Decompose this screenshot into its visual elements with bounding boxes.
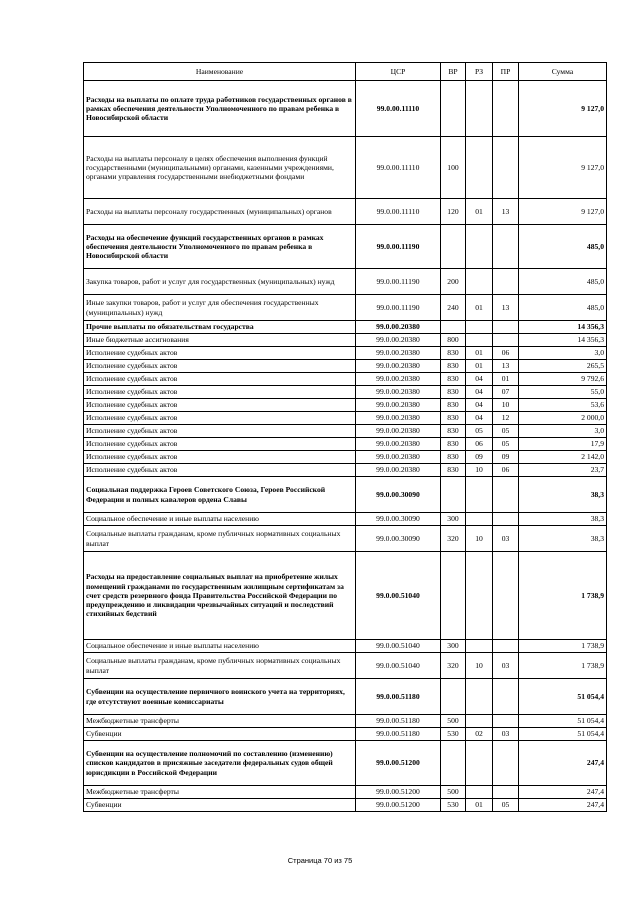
cell-pr: 05 (493, 799, 519, 812)
cell-vr: 200 (441, 269, 466, 295)
header-name: Наименование (84, 63, 356, 81)
cell-sum: 51 054,4 (519, 679, 607, 715)
cell-vr: 800 (441, 334, 466, 347)
table-row (84, 799, 607, 812)
cell-sum: 38,3 (519, 526, 607, 552)
cell-rz: 04 (466, 386, 493, 399)
cell-sum: 265,5 (519, 360, 607, 373)
cell-pr (493, 513, 519, 526)
cell-sum: 17,9 (519, 438, 607, 451)
header-pr: ПР (493, 63, 519, 81)
cell-vr: 530 (441, 799, 466, 812)
cell-vr: 500 (441, 786, 466, 799)
table-header-row (84, 63, 607, 81)
table-row (84, 451, 607, 464)
cell-pr: 03 (493, 526, 519, 552)
cell-vr (441, 321, 466, 334)
table-row (84, 653, 607, 679)
cell-vr (441, 477, 466, 513)
cell-sum: 485,0 (519, 269, 607, 295)
table-row (84, 438, 607, 451)
cell-csr: 99.0.00.11190 (356, 295, 441, 321)
cell-sum: 247,4 (519, 786, 607, 799)
cell-vr: 830 (441, 373, 466, 386)
table-body (84, 81, 607, 812)
cell-sum: 1 738,9 (519, 552, 607, 640)
cell-rz (466, 477, 493, 513)
cell-vr: 100 (441, 137, 466, 199)
cell-pr (493, 679, 519, 715)
cell-rz: 01 (466, 347, 493, 360)
cell-csr: 99.0.00.20380 (356, 425, 441, 438)
cell-sum: 1 738,9 (519, 640, 607, 653)
cell-pr: 07 (493, 386, 519, 399)
cell-vr (441, 741, 466, 786)
cell-name: Субвенции (84, 728, 356, 741)
cell-sum: 38,3 (519, 513, 607, 526)
table-row (84, 526, 607, 552)
cell-sum: 1 738,9 (519, 653, 607, 679)
cell-sum: 51 054,4 (519, 728, 607, 741)
cell-sum: 14 356,3 (519, 334, 607, 347)
cell-csr: 99.0.00.51200 (356, 786, 441, 799)
cell-name: Социальные выплаты гражданам, кроме публичных нормативных социальных выплат (84, 653, 356, 679)
cell-name: Расходы на выплаты по оплате труда работников государственных органов в рамках обеспечения деятельности Уполномоченного по правам ребенка в Новосибирской области (84, 81, 356, 137)
cell-vr: 830 (441, 438, 466, 451)
cell-rz: 04 (466, 412, 493, 425)
cell-name: Межбюджетные трансферты (84, 786, 356, 799)
table-row (84, 137, 607, 199)
cell-name: Расходы на обеспечение функций государственных органов в рамках обеспечения деятельности Уполномоченного по правам ребенка в Новосибирской области (84, 225, 356, 269)
cell-rz (466, 334, 493, 347)
cell-csr: 99.0.00.11110 (356, 81, 441, 137)
cell-rz: 06 (466, 438, 493, 451)
cell-pr: 13 (493, 295, 519, 321)
cell-pr: 10 (493, 399, 519, 412)
cell-pr (493, 269, 519, 295)
budget-table (83, 62, 607, 812)
cell-vr: 830 (441, 412, 466, 425)
cell-sum: 51 054,4 (519, 715, 607, 728)
cell-name: Расходы на выплаты персоналу государственных (муниципальных) органов (84, 199, 356, 225)
table-row (84, 715, 607, 728)
cell-name: Исполнение судебных актов (84, 386, 356, 399)
cell-pr: 13 (493, 360, 519, 373)
cell-name: Исполнение судебных актов (84, 399, 356, 412)
cell-name: Исполнение судебных актов (84, 412, 356, 425)
table-row (84, 373, 607, 386)
header-sum: Сумма (519, 63, 607, 81)
cell-rz: 09 (466, 451, 493, 464)
table-row (84, 640, 607, 653)
cell-rz (466, 321, 493, 334)
cell-rz: 01 (466, 799, 493, 812)
cell-csr: 99.0.00.51040 (356, 653, 441, 679)
cell-name: Социальная поддержка Героев Советского Союза, Героев Российской Федерации и полных кавалеров ордена Славы (84, 477, 356, 513)
cell-csr: 99.0.00.30090 (356, 477, 441, 513)
table-row (84, 786, 607, 799)
cell-rz: 05 (466, 425, 493, 438)
table-row (84, 225, 607, 269)
cell-csr: 99.0.00.11190 (356, 269, 441, 295)
cell-csr: 99.0.00.20380 (356, 412, 441, 425)
cell-sum: 55,0 (519, 386, 607, 399)
cell-sum: 9 127,0 (519, 199, 607, 225)
table-row (84, 269, 607, 295)
cell-rz (466, 640, 493, 653)
cell-name: Иные закупки товаров, работ и услуг для обеспечения государственных (муниципальных) нужд (84, 295, 356, 321)
cell-rz (466, 552, 493, 640)
cell-pr (493, 81, 519, 137)
cell-rz: 10 (466, 526, 493, 552)
table-row (84, 321, 607, 334)
cell-pr (493, 225, 519, 269)
cell-csr: 99.0.00.20380 (356, 334, 441, 347)
cell-rz (466, 741, 493, 786)
cell-csr: 99.0.00.11190 (356, 225, 441, 269)
header-csr: ЦСР (356, 63, 441, 81)
cell-sum: 14 356,3 (519, 321, 607, 334)
cell-csr: 99.0.00.51180 (356, 715, 441, 728)
cell-vr: 300 (441, 513, 466, 526)
cell-csr: 99.0.00.30090 (356, 526, 441, 552)
cell-csr: 99.0.00.51180 (356, 728, 441, 741)
cell-sum: 247,4 (519, 799, 607, 812)
cell-name: Социальное обеспечение и иные выплаты населению (84, 640, 356, 653)
cell-rz: 01 (466, 199, 493, 225)
cell-csr: 99.0.00.20380 (356, 386, 441, 399)
cell-rz (466, 225, 493, 269)
cell-name: Исполнение судебных актов (84, 373, 356, 386)
cell-rz: 01 (466, 360, 493, 373)
cell-csr: 99.0.00.20380 (356, 321, 441, 334)
cell-pr (493, 741, 519, 786)
table-row (84, 425, 607, 438)
cell-rz: 04 (466, 373, 493, 386)
table-row (84, 334, 607, 347)
cell-sum: 2 142,0 (519, 451, 607, 464)
cell-pr (493, 137, 519, 199)
cell-pr (493, 321, 519, 334)
cell-pr (493, 715, 519, 728)
table-row (84, 386, 607, 399)
cell-csr: 99.0.00.20380 (356, 399, 441, 412)
cell-pr (493, 640, 519, 653)
cell-name: Расходы на предоставление социальных выплат на приобретение жилых помещений гражданами по государственным жилищным сертификатам за счет средств резервного фонда Правительства Российской Федерации по предупреждению и ликвидации чрезвычайных ситуаций и последствий стихийных бедствий (84, 552, 356, 640)
cell-rz: 10 (466, 464, 493, 477)
cell-name: Иные бюджетные ассигнования (84, 334, 356, 347)
cell-pr (493, 334, 519, 347)
cell-csr: 99.0.00.51200 (356, 741, 441, 786)
cell-name: Исполнение судебных актов (84, 360, 356, 373)
cell-rz (466, 81, 493, 137)
cell-vr: 830 (441, 399, 466, 412)
cell-sum: 23,7 (519, 464, 607, 477)
cell-sum: 3,0 (519, 347, 607, 360)
cell-vr: 830 (441, 386, 466, 399)
table-row (84, 679, 607, 715)
table-row (84, 399, 607, 412)
cell-rz (466, 786, 493, 799)
cell-rz (466, 137, 493, 199)
cell-pr: 03 (493, 653, 519, 679)
cell-vr: 320 (441, 526, 466, 552)
cell-csr: 99.0.00.51180 (356, 679, 441, 715)
cell-pr: 05 (493, 438, 519, 451)
cell-csr: 99.0.00.20380 (356, 373, 441, 386)
cell-rz: 04 (466, 399, 493, 412)
table-row (84, 295, 607, 321)
cell-pr (493, 786, 519, 799)
cell-pr (493, 477, 519, 513)
cell-rz (466, 269, 493, 295)
cell-sum: 38,3 (519, 477, 607, 513)
cell-vr: 830 (441, 464, 466, 477)
cell-vr (441, 679, 466, 715)
cell-vr: 500 (441, 715, 466, 728)
cell-name: Субвенции (84, 799, 356, 812)
cell-sum: 247,4 (519, 741, 607, 786)
cell-sum: 485,0 (519, 225, 607, 269)
cell-rz (466, 513, 493, 526)
table-row (84, 477, 607, 513)
cell-pr: 06 (493, 347, 519, 360)
cell-sum: 9 127,0 (519, 137, 607, 199)
cell-pr: 12 (493, 412, 519, 425)
cell-name: Расходы на выплаты персоналу в целях обеспечения выполнения функций государственными (муниципальными) органами, казенными учреждениями, органами управления государственными внебюджетными фондами (84, 137, 356, 199)
cell-vr: 240 (441, 295, 466, 321)
cell-pr: 13 (493, 199, 519, 225)
cell-name: Исполнение судебных актов (84, 451, 356, 464)
cell-vr (441, 552, 466, 640)
cell-csr: 99.0.00.20380 (356, 451, 441, 464)
page-number: Страница 70 из 75 (287, 856, 353, 865)
table-row (84, 741, 607, 786)
cell-pr (493, 552, 519, 640)
cell-pr: 09 (493, 451, 519, 464)
cell-csr: 99.0.00.20380 (356, 438, 441, 451)
table-row (84, 360, 607, 373)
cell-csr: 99.0.00.20380 (356, 464, 441, 477)
cell-pr: 05 (493, 425, 519, 438)
table-row (84, 81, 607, 137)
cell-name: Субвенции на осуществление первичного воинского учета на территориях, где отсутствуют военные комиссариаты (84, 679, 356, 715)
cell-name: Прочие выплаты по обязательствам государства (84, 321, 356, 334)
cell-csr: 99.0.00.30090 (356, 513, 441, 526)
cell-rz (466, 715, 493, 728)
cell-rz: 01 (466, 295, 493, 321)
table-row (84, 552, 607, 640)
table-row (84, 464, 607, 477)
cell-name: Закупка товаров, работ и услуг для государственных (муниципальных) нужд (84, 269, 356, 295)
cell-pr: 01 (493, 373, 519, 386)
cell-pr: 06 (493, 464, 519, 477)
cell-name: Социальное обеспечение и иные выплаты населению (84, 513, 356, 526)
cell-csr: 99.0.00.20380 (356, 347, 441, 360)
cell-name: Исполнение судебных актов (84, 347, 356, 360)
cell-vr: 530 (441, 728, 466, 741)
cell-vr: 120 (441, 199, 466, 225)
cell-sum: 53,6 (519, 399, 607, 412)
cell-vr: 830 (441, 451, 466, 464)
cell-vr: 830 (441, 347, 466, 360)
cell-name: Субвенции на осуществление полномочий по составлению (изменению) списков кандидатов в присяжные заседатели федеральных судов общей юрисдикции в Российской Федерации (84, 741, 356, 786)
cell-name: Социальные выплаты гражданам, кроме публичных нормативных социальных выплат (84, 526, 356, 552)
cell-vr: 320 (441, 653, 466, 679)
cell-vr (441, 225, 466, 269)
cell-sum: 2 000,0 (519, 412, 607, 425)
cell-sum: 3,0 (519, 425, 607, 438)
table-row (84, 412, 607, 425)
cell-pr: 03 (493, 728, 519, 741)
cell-vr: 830 (441, 360, 466, 373)
cell-name: Исполнение судебных актов (84, 464, 356, 477)
cell-csr: 99.0.00.20380 (356, 360, 441, 373)
cell-rz: 10 (466, 653, 493, 679)
cell-sum: 9 792,6 (519, 373, 607, 386)
header-vr: ВР (441, 63, 466, 81)
cell-name: Исполнение судебных актов (84, 438, 356, 451)
cell-csr: 99.0.00.51040 (356, 552, 441, 640)
table-row (84, 347, 607, 360)
cell-rz (466, 679, 493, 715)
cell-sum: 9 127,0 (519, 81, 607, 137)
header-rz: РЗ (466, 63, 493, 81)
cell-vr: 300 (441, 640, 466, 653)
cell-csr: 99.0.00.11110 (356, 137, 441, 199)
table-row (84, 513, 607, 526)
cell-sum: 485,0 (519, 295, 607, 321)
table-row (84, 199, 607, 225)
cell-csr: 99.0.00.51040 (356, 640, 441, 653)
cell-name: Межбюджетные трансферты (84, 715, 356, 728)
table-row (84, 728, 607, 741)
cell-csr: 99.0.00.11110 (356, 199, 441, 225)
cell-vr (441, 81, 466, 137)
cell-vr: 830 (441, 425, 466, 438)
cell-rz: 02 (466, 728, 493, 741)
cell-csr: 99.0.00.51200 (356, 799, 441, 812)
cell-name: Исполнение судебных актов (84, 425, 356, 438)
